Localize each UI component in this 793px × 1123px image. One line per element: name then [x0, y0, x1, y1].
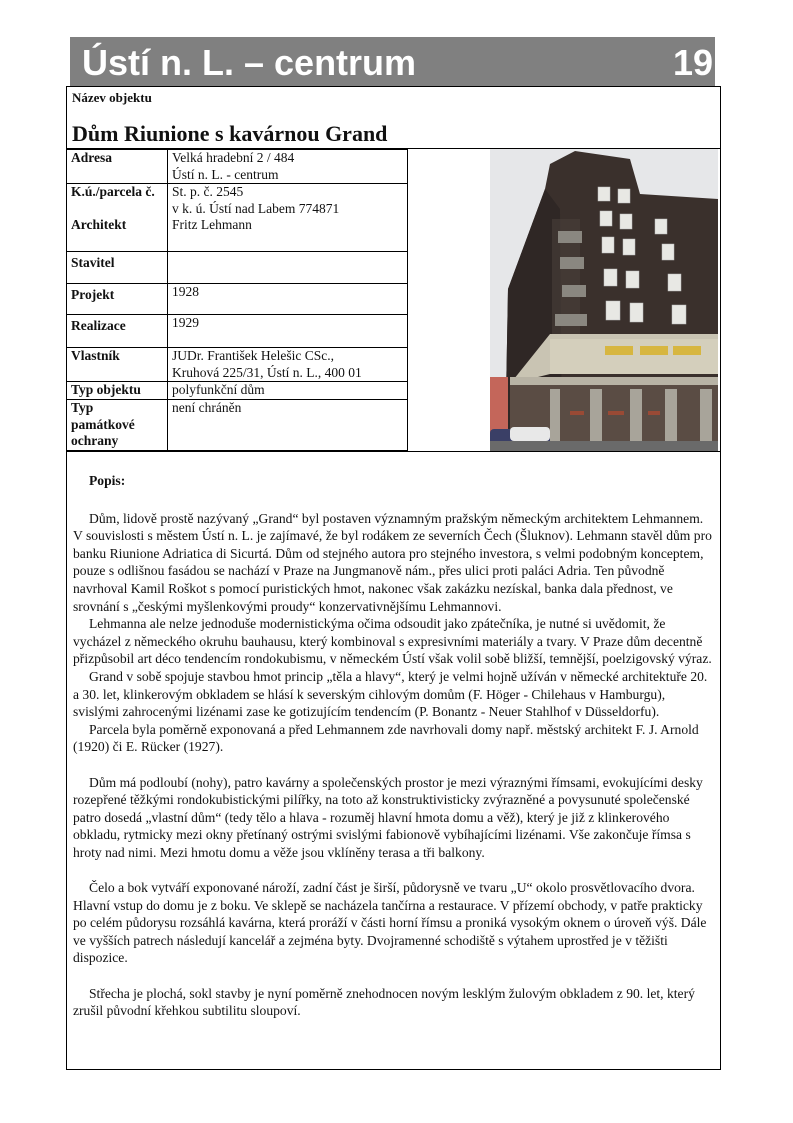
vlastnik-line1: JUDr. František Helešic CSc.,: [172, 348, 334, 363]
label-projekt: Projekt: [67, 284, 168, 315]
title-bar: [70, 37, 715, 86]
value-architekt: Fritz Lehmann: [172, 217, 252, 232]
label-adresa: Adresa: [67, 150, 168, 184]
document-frame: [66, 86, 721, 1070]
adresa-line1: Velká hradební 2 / 484: [172, 150, 295, 165]
object-name-label: Název objektu: [72, 90, 152, 105]
description-heading: Popis:: [89, 473, 126, 488]
parcela-line1: St. p. č. 2545: [172, 184, 244, 199]
description-paragraph: Dům, lidově prostě nazývaný „Grand“ byl postaven významným pražským německým architektem Lehmannem. V souvislosti s městem Ústí n. L. je zajímavé, že byl rodákem ze severních Čech (Šluknov). Lehmann stavěl dům pro banku Riunione Adriatica di Sicurtá. Dům od stejného autora pro stejného investora, s velmi podobným konceptem, pouze s odlišnou fasádou se nachází v Praze na Jungmanově nám., přes ulici proti paláci Adria. Ten původně navrhoval Kamil Roškot s pomocí puristických hmot, nakonec však zakázku nezískal, banka dala přednost, ve srovnání s „českými myšlenkovými proudy“ konzervativnějšímu Lehmannovi.: [73, 510, 712, 614]
description-paragraph: Střecha je plochá, sokl stavby je nyní poměrně znehodnocen novým lesklým žulovým obkladem z 90. let, který zrušil původní křehkou subtilitu sloupoví.: [73, 985, 695, 1019]
label-typ-objektu: Typ objektu: [67, 382, 168, 400]
adresa-line2: Ústí n. L. - centrum: [172, 166, 279, 182]
description-paragraph: Dům má podloubí (nohy), patro kavárny a společenských prostor je mezi výraznými římsami, evokujícími desky rozepřené těžkými rondokubistickými pilířky, na toto až konstruktivisticky zvýrazněné a povysunuté společenské patro dosedá „vlastní dům“ (tedy tělo a hlava - rozuměj hlavní hmota domu a věž), který je již z klinkerového obkladu, rytmicky mezi okny přetínaný ostrými svislými fabionově vybíhajícími lizénami. Vše zakončuje římsa s hroty nad nimi. Mezi hmotu domu a věže jsou vklíněny terasa a tři balkony.: [73, 774, 703, 860]
info-table: [67, 149, 489, 451]
label-parcela-architekt: [67, 184, 168, 252]
page-number: 19: [672, 42, 713, 83]
ochrana-label1: Typ: [71, 400, 94, 415]
label-vlastnik: Vlastník: [67, 348, 168, 382]
label-parcela: K.ú./parcela č.: [71, 184, 155, 199]
description-paragraph: Lehmanna ale nelze jednoduše modernistickýma očima odsoudit jako zpátečníka, je nutné si uvědomit, že vycházel z německého okruhu bauhausu, který kombinoval s expresivními materiály a tvary. V Praze dům decentně přizpůsobil art déco tendencím rondokubismu, v německém Ústí však volil sobě bližší, temnější, poelzigovský výraz.: [73, 616, 712, 667]
label-ochrana: [67, 400, 168, 451]
blank-cell: [408, 150, 490, 451]
value-realizace: 1929: [168, 315, 408, 348]
object-name-section: [67, 87, 720, 149]
label-stavitel: Stavitel: [67, 252, 168, 284]
label-realizace: Realizace: [67, 315, 168, 348]
parcela-line2: v k. ú. Ústí nad Labem 774871: [172, 200, 340, 216]
description-paragraph: Parcela byla poměrně exponovaná a před Lehmannem zde navrhovali domy např. městský architekt F. J. Arnold (1920) či E. Rücker (1927).: [73, 721, 699, 755]
description-section: [67, 451, 720, 1020]
value-typ-objektu: polyfunkční dům: [168, 382, 408, 400]
value-ochrana: není chráněn: [168, 400, 408, 451]
value-parcela-architekt: [168, 184, 408, 252]
row-adresa: [67, 150, 489, 184]
ochrana-label3: ochrany: [71, 433, 119, 448]
building-illustration: [490, 149, 718, 451]
value-adresa: [168, 150, 408, 184]
building-photo: [490, 149, 718, 451]
label-architekt: Architekt: [71, 217, 127, 232]
description-paragraph: Grand v sobě spojuje stavbou hmot princip „těla a hlavy“, který je velmi hojně užíván v německé architektuře 20. a 30. let, klinkerovým obkladem se hlásí k severským cihlovým domům (F. Höger - Chilehaus v Hamburgu), svislými zahrocenými lizénami zase ke gotizujícím tendencím (P. Bonantz - Neuer Stahlhof v Düsseldorfu).: [73, 668, 708, 720]
value-stavitel: [168, 252, 408, 284]
object-name: Dům Riunione s kavárnou Grand: [72, 121, 388, 146]
value-vlastnik: [168, 348, 408, 382]
ochrana-label2: památkové: [71, 416, 135, 432]
description-paragraph: Čelo a bok vytváří exponované nároží, zadní část je širší, půdorysně ve tvaru „U“ okolo prosvětlovacího dvora. Hlavní vstup do domu je z boku. Ve sklepě se nacházela tančírna a restaurace. V přízemí obchody, v patře prakticky po celém půdorysu rozsáhlá kavárna, která proráží v části horní římsu a proniká vysokým oknem o úroveň výš. Dále ve vyšších patrech následují kancelář a zejména byty. Dvojramenné schodiště s výtahem uprostřed je v těžišti dispozice.: [73, 880, 707, 966]
page-title: Ústí n. L. – centrum: [82, 42, 417, 83]
vlastnik-line2: Kruhová 225/31, Ústí n. L., 400 01: [172, 364, 362, 380]
value-projekt: 1928: [168, 284, 408, 315]
